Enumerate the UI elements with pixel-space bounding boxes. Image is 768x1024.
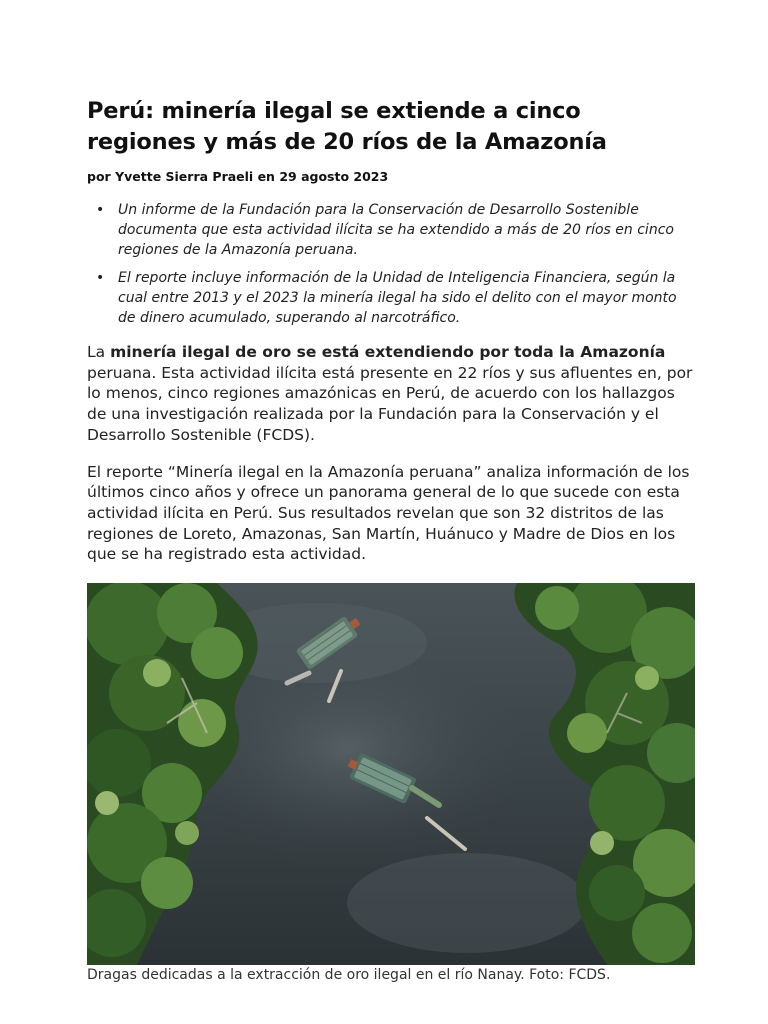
paragraph-intro-rest: peruana. Esta actividad ilícita está presente en 22 ríos y sus afluentes en, por lo menos, cinco regiones amazónicas en Perú, de acuerdo con los hallazgos de una investigación realizada por la Fundación para la Conservación y el Desarrollo Sostenible (FCDS).	[87, 363, 693, 444]
paragraph-intro	[87, 342, 695, 446]
author-link[interactable]: Yvette Sierra Praeli	[115, 169, 254, 184]
highlights-list	[87, 200, 695, 328]
publish-date: 29 agosto 2023	[279, 169, 389, 184]
photo-caption: Dragas dedicadas a la extracción de oro ilegal en el río Nanay. Foto: FCDS.	[87, 967, 611, 984]
byline	[87, 168, 695, 186]
highlight-item: • Un informe de la Fundación para la Conservación de Desarrollo Sostenible documenta que esta actividad ilícita se ha extendido a más de 20 ríos en cinco regiones de la Amazonía peruana.	[118, 200, 695, 260]
paragraph-intro-lead: La	[87, 343, 111, 361]
date-prefix: en	[257, 169, 275, 184]
article-photo	[87, 583, 695, 965]
byline-prefix: por	[87, 169, 111, 184]
aerial-river-photo	[87, 583, 695, 965]
highlight-item: • El reporte incluye información de la Unidad de Inteligencia Financiera, según la cual entre 2013 y el 2023 la minería ilegal ha sido el delito con el mayor monto de dinero acumulado, superando al narcotráfico.	[118, 268, 695, 328]
article	[87, 96, 695, 985]
article-title: Perú: minería ilegal se extiende a cinco regiones y más de 20 ríos de la Amazonía	[87, 98, 607, 155]
paragraph-report: El reporte “Minería ilegal en la Amazonía peruana” analiza información de los últimos cinco años y ofrece un panorama general de lo que sucede con esta actividad ilícita en Perú. Sus resultados revelan que son 32 distritos de las regiones de Loreto, Amazonas, San Martín, Huánuco y Madre de Dios en los que se ha registrado esta actividad.	[87, 462, 690, 564]
paragraph-intro-bold: minería ilegal de oro se está extendiendo por toda la Amazonía	[110, 343, 666, 361]
